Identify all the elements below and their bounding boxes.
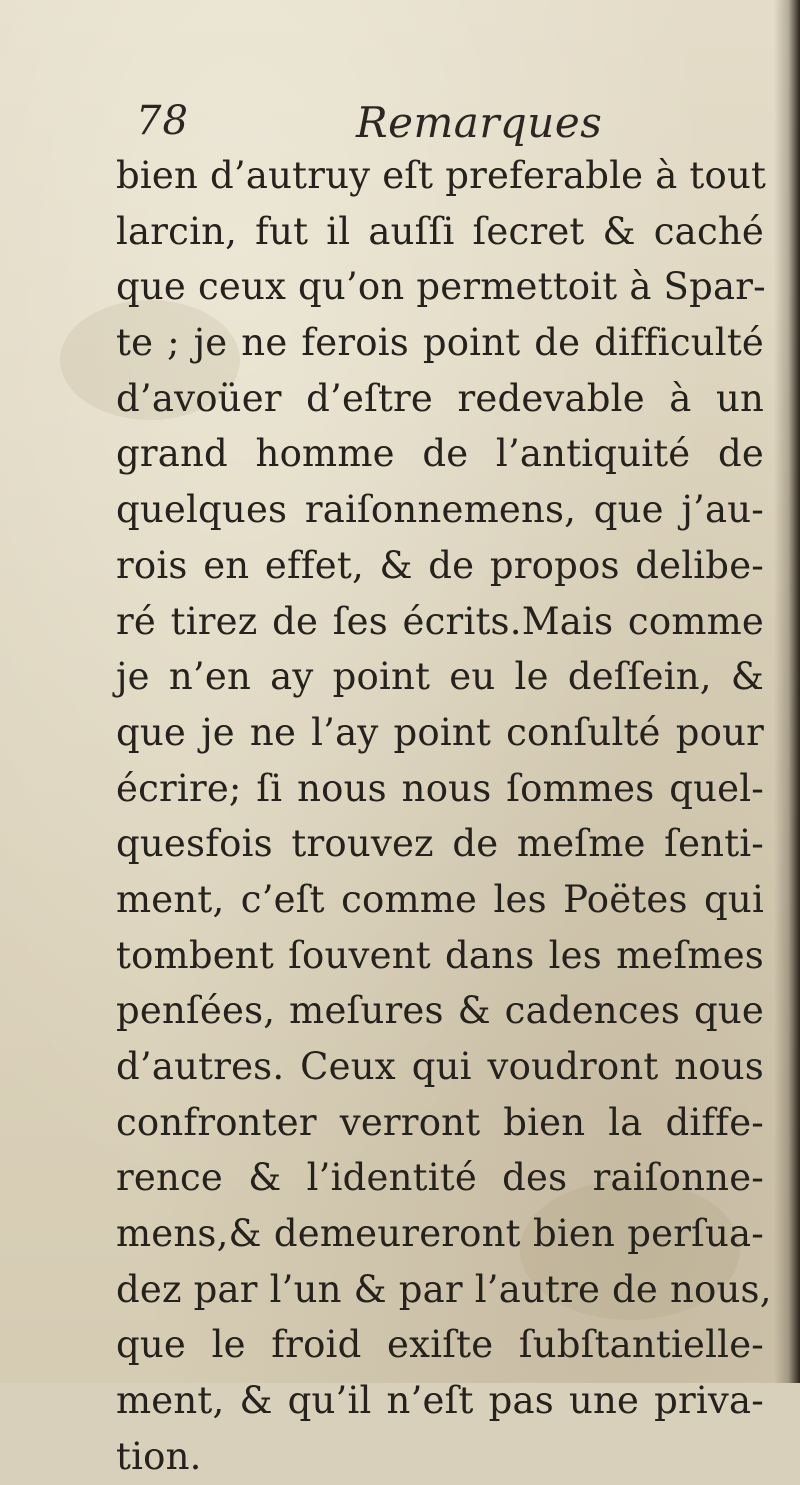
body-text bbox=[116, 148, 772, 1485]
text-line: d’autres. Ceux qui voudront nous bbox=[116, 1045, 764, 1088]
text-line: confronter verront bien la diffe- bbox=[116, 1100, 764, 1144]
text-line: dez par l’un & par l’autre de nous, bbox=[116, 1267, 772, 1311]
text-line: grand homme de l’antiquité de bbox=[116, 432, 764, 476]
text-line: d’avoüer d’eſtre redevable à un bbox=[116, 376, 764, 420]
text-line: écrire; ſi nous nous ſommes quel- bbox=[116, 766, 764, 810]
text-line: larcin, fut il auſſi ſecret & caché bbox=[116, 209, 764, 253]
text-line: penſées, meſures & cadences que bbox=[116, 989, 764, 1033]
book-gutter-shadow bbox=[774, 0, 800, 1383]
text-line: que je ne l’ay point conſulté pour bbox=[116, 710, 764, 754]
text-line: tombent ſouvent dans les meſmes bbox=[116, 933, 764, 977]
text-line: te ; je ne ferois point de difficulté bbox=[116, 321, 764, 365]
text-line: ment, c’eſt comme les Poëtes qui bbox=[116, 877, 764, 921]
running-head: Remarques bbox=[356, 98, 603, 147]
text-line: tion. bbox=[116, 1434, 202, 1478]
text-line: ré tirez de ſes écrits.Mais comme bbox=[116, 599, 764, 643]
text-line: quesfois trouvez de meſme ſenti- bbox=[116, 822, 764, 866]
text-line: que ceux qu’on permettoit à Spar- bbox=[116, 265, 766, 309]
text-line: je n’en ay point eu le deſſein, & bbox=[116, 655, 764, 699]
page-number: 78 bbox=[136, 98, 189, 144]
text-line: bien d’autruy eſt preferable à tout bbox=[116, 154, 767, 197]
text-line: ment, & qu’il n’eſt pas une priva- bbox=[116, 1379, 764, 1423]
text-line: rence & l’identité des raiſonne- bbox=[116, 1156, 764, 1200]
text-line: que le froid exiſte ſubſtantielle- bbox=[116, 1323, 764, 1367]
text-line: rois en effet, & de propos delibe- bbox=[116, 543, 764, 587]
text-line: quelques raiſonnemens, que j’au- bbox=[116, 488, 764, 532]
text-line: mens,& demeureront bien perſua- bbox=[116, 1212, 764, 1256]
